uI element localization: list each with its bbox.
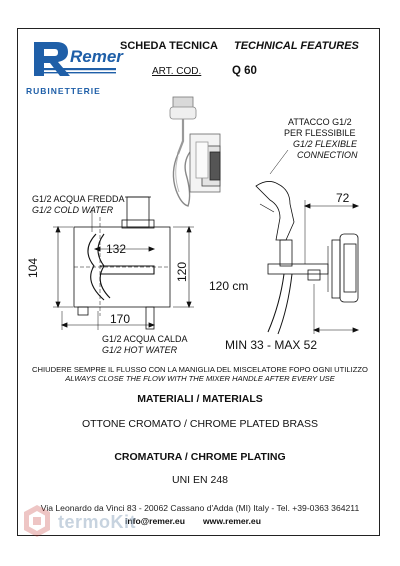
hose-length: 120 cm bbox=[209, 279, 249, 293]
logo-text: Remer bbox=[70, 47, 123, 66]
materials-title: MATERIALI / MATERIALS bbox=[137, 393, 263, 405]
connection-label-it-1: ATTACCO G1/2 bbox=[288, 117, 352, 127]
company-website[interactable]: www.remer.eu bbox=[203, 516, 261, 526]
materials-value: OTTONE CROMATO / CHROME PLATED BRASS bbox=[81, 418, 319, 430]
brand-subtitle: RUBINETTERIE bbox=[26, 86, 101, 96]
plating-value: UNI EN 248 bbox=[171, 474, 229, 486]
watermark-text: termoKit bbox=[58, 512, 137, 532]
depth-range: MIN 33 - MAX 52 bbox=[225, 338, 318, 352]
connection-label-en-1: G1/2 FLEXIBLE bbox=[293, 139, 358, 149]
title-italian: SCHEDA TECNICA bbox=[120, 40, 218, 52]
remer-logo bbox=[30, 38, 123, 78]
hot-water-label-it: G1/2 ACQUA CALDA bbox=[102, 334, 188, 344]
cold-water-label-en: G1/2 COLD WATER bbox=[32, 205, 114, 215]
connection-label-it-2: PER FLESSIBILE bbox=[284, 128, 356, 138]
art-code-value: Q 60 bbox=[232, 65, 257, 77]
warning-english: ALWAYS CLOSE THE FLOW WITH THE MIXER HANDLE AFTER EVERY USE bbox=[65, 374, 335, 383]
watermark-logo-icon bbox=[22, 503, 52, 539]
product-render bbox=[170, 97, 220, 206]
cold-water-label-it: G1/2 ACQUA FREDDA bbox=[32, 194, 125, 204]
dimension-72: 72 bbox=[336, 191, 350, 205]
connection-label-en-2: CONNECTION bbox=[297, 150, 358, 160]
dimension-120: 120 bbox=[175, 261, 189, 282]
company-email[interactable]: info@remer.eu bbox=[125, 516, 185, 526]
warning-italian: CHIUDERE SEMPRE IL FLUSSO CON LA MANIGLIA DEL MISCELATORE FOPO OGNI UTILIZZO bbox=[32, 365, 368, 374]
hot-water-label-en: G1/2 HOT WATER bbox=[102, 345, 178, 355]
company-address: Via Leonardo da Vinci 83 - 20062 Cassano d'Adda (MI) Italy - Tel. +39-0363 364211 bbox=[40, 503, 360, 513]
front-view bbox=[74, 197, 170, 329]
art-code-label: ART. COD. bbox=[152, 66, 202, 77]
dimension-170: 170 bbox=[110, 312, 131, 326]
plating-title: CROMATURA / CHROME PLATING bbox=[114, 451, 286, 463]
title-english: TECHNICAL FEATURES bbox=[234, 40, 359, 52]
dimension-132: 132 bbox=[106, 242, 127, 256]
dimension-104: 104 bbox=[26, 257, 40, 278]
